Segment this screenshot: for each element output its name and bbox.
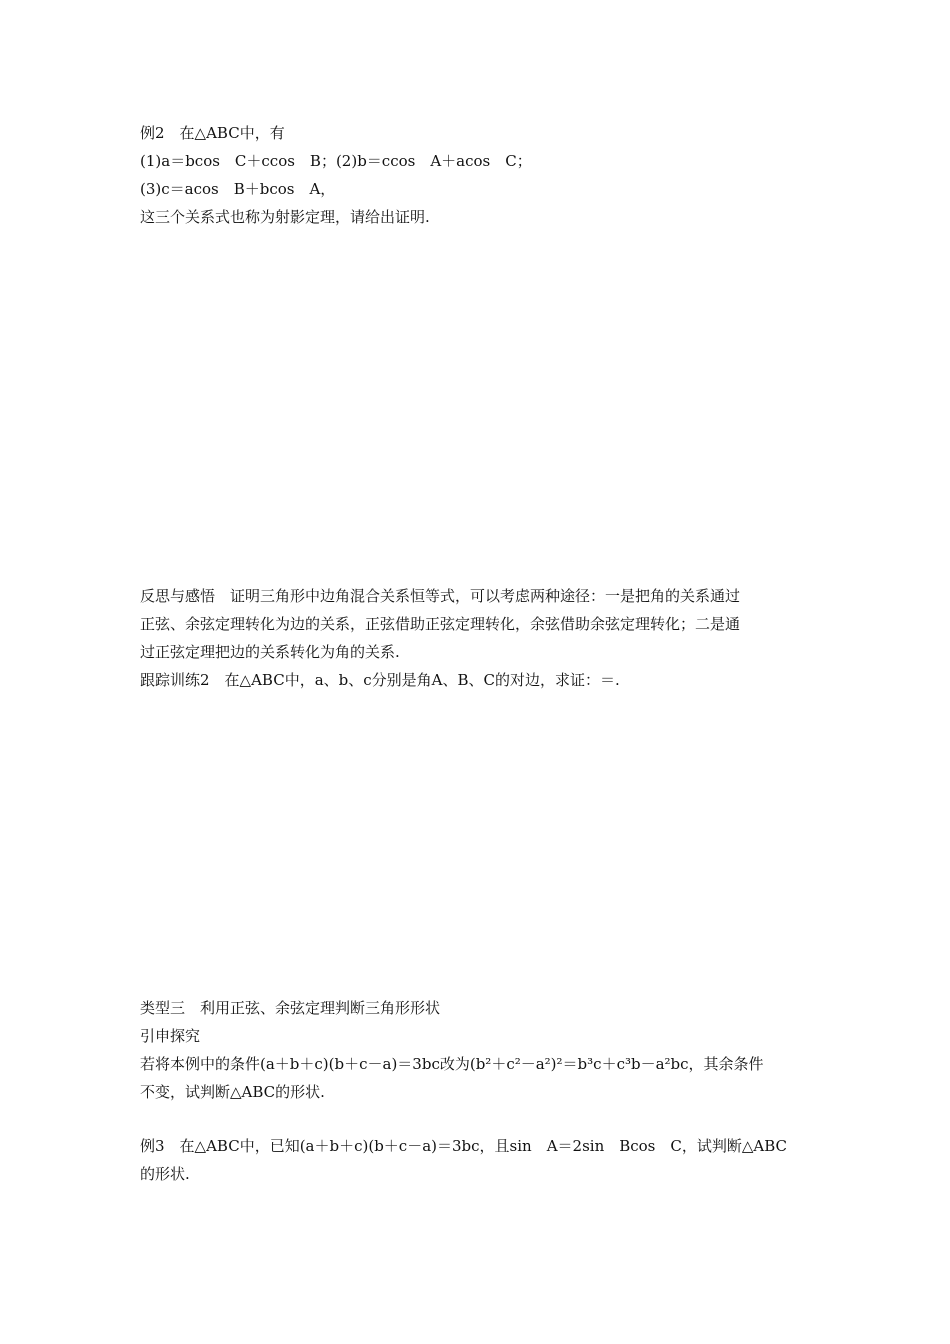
example3-line-2: 的形状.: [140, 1165, 190, 1183]
reflection-line-1: 反思与感悟 证明三角形中边角混合关系恒等式，可以考虑两种途径：一是把角的关系通过: [140, 587, 741, 605]
reflection-line-3: 过正弦定理把边的关系转化为角的关系.: [140, 643, 400, 661]
example3-line-1: 例3 在△ABC中，已知(a＋b＋c)(b＋c－a)＝3bc，且sin A＝2sin Bcos C，试判断△ABC: [140, 1137, 788, 1155]
type3-line-1: 若将本例中的条件(a＋b＋c)(b＋c－a)＝3bc改为(b²＋c²－a²)²＝b³c＋c³b－a²bc，其余条件: [140, 1055, 764, 1073]
example2-title: 例2 在△ABC中，有: [140, 124, 285, 142]
example2-line-1: (1)a＝bcos C＋ccos B；(2)b＝ccos A＋acos C；: [140, 152, 532, 170]
followup-exercise-2: 跟踪训练2 在△ABC中，a、b、c分别是角A、B、C的对边，求证：＝.: [140, 671, 620, 689]
type3-line-2: 不变，试判断△ABC的形状.: [140, 1083, 325, 1101]
type3-subtitle: 引申探究: [140, 1027, 201, 1045]
example2-line-2: (3)c＝acos B＋bcos A，: [140, 180, 336, 198]
reflection-line-2: 正弦、余弦定理转化为边的关系，正弦借助正弦定理转化，余弦借助余弦定理转化；二是通: [140, 615, 741, 633]
example2-line-3: 这三个关系式也称为射影定理，请给出证明.: [140, 208, 430, 226]
type3-title: 类型三 利用正弦、余弦定理判断三角形形状: [140, 999, 441, 1017]
